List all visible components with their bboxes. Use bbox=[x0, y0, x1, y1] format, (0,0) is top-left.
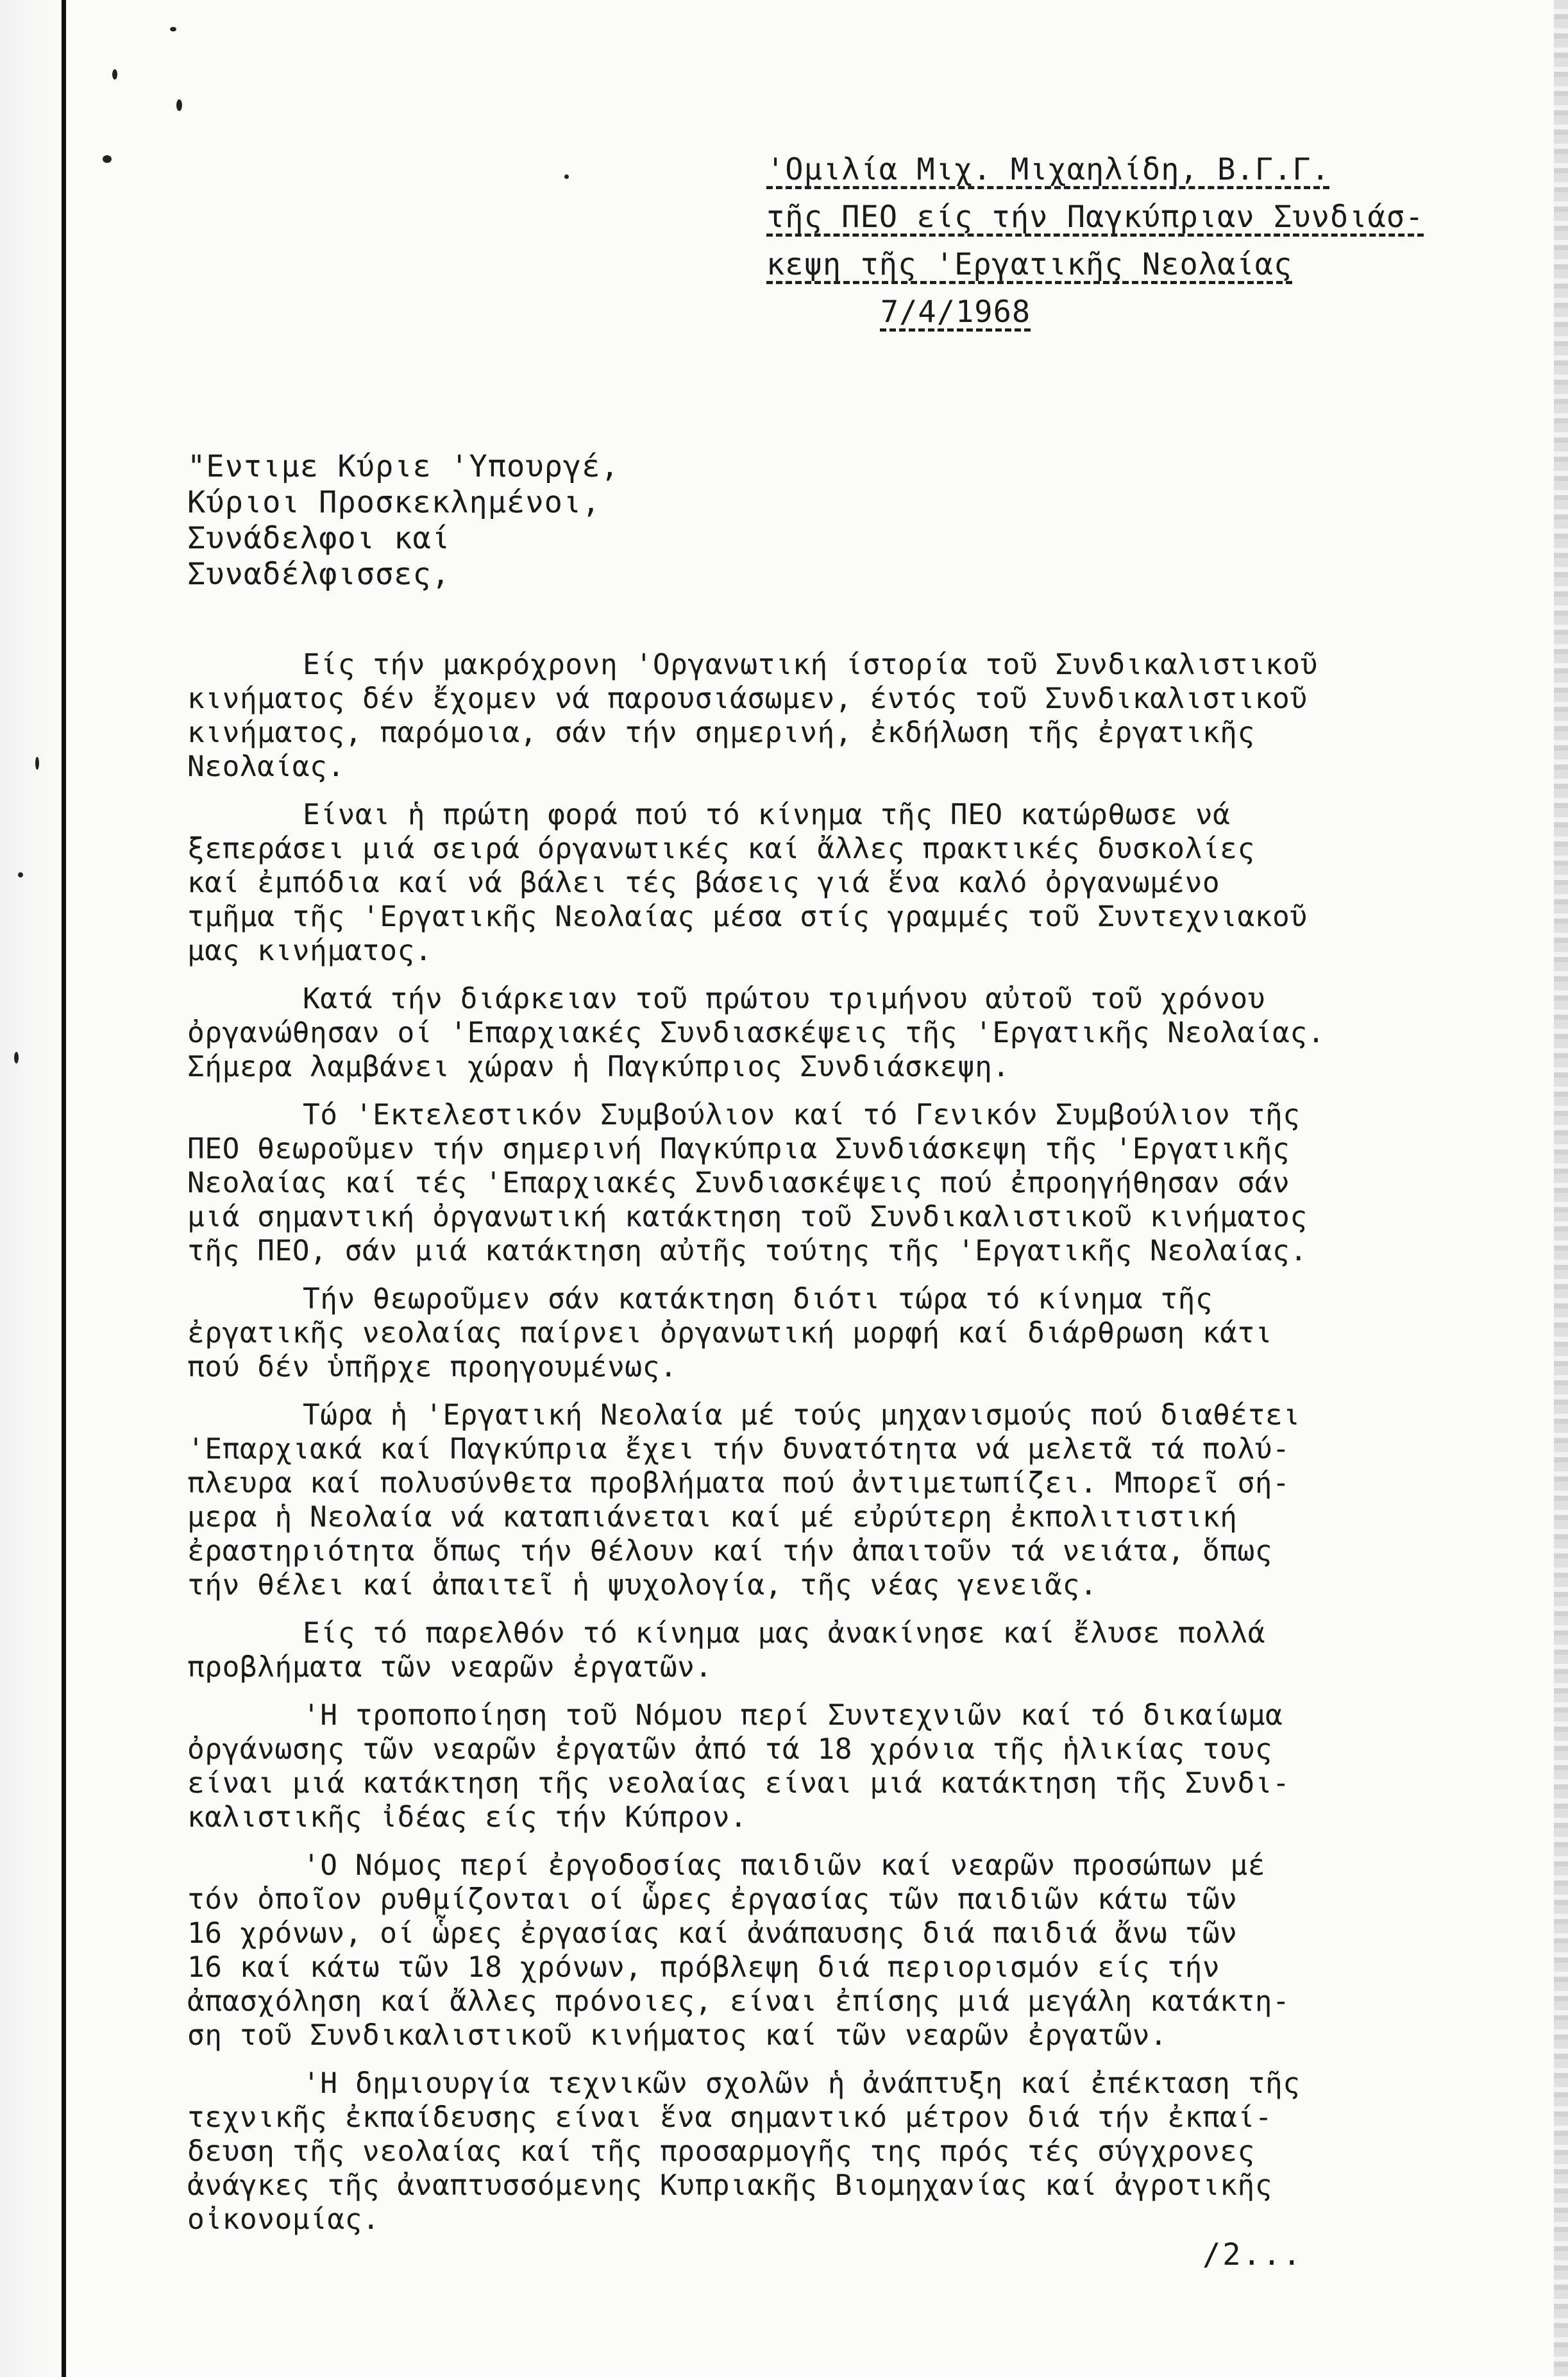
page-number: /2... bbox=[1202, 2237, 1303, 2272]
paragraph-line: ξεπεράσει μιά σειρά όργανωτικές καί ἄλλες πρακτικές δυσκολίες bbox=[187, 833, 1255, 865]
paragraph bbox=[187, 1848, 1470, 2052]
scan-speck bbox=[176, 99, 182, 111]
paragraph-line: 16 καί κάτω τῶν 18 χρόνων, πρόβλεψη διά περιορισμόν είς τήν bbox=[187, 1951, 1220, 1984]
paragraph-line: Τώρα ἡ 'Εργατική Νεολαία μέ τούς μηχανισμούς πού διαθέτει bbox=[303, 1399, 1301, 1432]
paragraph-line: Είς τό παρελθόν τό κίνημα μας ἀνακίνησε καί ἔλυσε πολλά bbox=[303, 1617, 1266, 1650]
paragraph-line: ὀργανώθησαν οί 'Επαρχιακές Συνδιασκέψεις τῆς 'Εργατικῆς Νεολαίας. bbox=[187, 1017, 1325, 1049]
paragraph-line: πού δέν ὑπῆρχε προηγουμένως. bbox=[187, 1351, 678, 1383]
paragraph bbox=[187, 2067, 1470, 2237]
scan-speck bbox=[112, 69, 117, 80]
speech-body bbox=[187, 648, 1470, 2251]
paragraph-line: Νεολαίας. bbox=[187, 750, 345, 783]
paragraph-line: τμῆμα τῆς 'Εργατικῆς Νεολαίας μέσα στίς γραμμές τοῦ Συντεχνιακοῦ bbox=[187, 901, 1308, 933]
scan-speck bbox=[18, 872, 23, 877]
paragraph-line: Σήμερα λαμβάνει χώραν ἡ Παγκύπριος Συνδιάσκεψη. bbox=[187, 1051, 1010, 1083]
paragraph bbox=[187, 798, 1470, 968]
paragraph-line: Είναι ἡ πρώτη φορά πού τό κίνημα τῆς ΠΕΟ κατώρθωσε νά bbox=[303, 799, 1231, 831]
paragraph-line: 'Ο Νόμος περί ἐργοδοσίας παιδιῶν καί νεαρῶν προσώπων μέ bbox=[303, 1849, 1266, 1882]
paragraph-line: ὀργάνωσης τῶν νεαρῶν ἐργατῶν ἀπό τά 18 χρόνια τῆς ἡλικίας τους bbox=[187, 1733, 1273, 1766]
paragraph-line: δευση τῆς νεολαίας καί τῆς προσαρμογῆς της πρός τές σύγχρονες bbox=[187, 2135, 1255, 2168]
paragraph-line: ΠΕΟ θεωροῦμεν τήν σημερινή Παγκύπρια Συνδιάσκεψη τῆς 'Εργατικῆς bbox=[187, 1133, 1290, 1165]
page-right-edge bbox=[1554, 0, 1568, 2377]
salutation bbox=[187, 449, 620, 593]
paragraph-line: μιά σημαντική ὀργανωτική κατάκτηση τοῦ Συνδικαλιστικοῦ κινήματος bbox=[187, 1201, 1308, 1233]
paragraph-line: τεχνικῆς ἐκπαίδευσης είναι ἕνα σημαντικό μέτρον διά τήν ἐκπαί- bbox=[187, 2101, 1273, 2134]
header-line: 'Ομιλία Μιχ. Μιχαηλίδη, Β.Γ.Γ. bbox=[766, 152, 1330, 187]
paragraph-line: καί ἐμπόδια καί νά βάλει τές βάσεις γιά ἕνα καλό ὀργανωμένο bbox=[187, 867, 1220, 899]
paragraph-line: ἐργατικῆς νεολαίας παίρνει ὀργανωτική μορφή καί διάρθρωση κάτι bbox=[187, 1317, 1273, 1349]
paragraph-line: μερα ἡ Νεολαία νά καταπιάνεται καί μέ εὐρύτερη ἐκπολιτιστική bbox=[187, 1501, 1238, 1534]
paragraph bbox=[187, 1398, 1470, 1602]
header-date: 7/4/1968 bbox=[880, 294, 1031, 330]
paragraph-line: 16 χρόνων, οί ὧρες ἐργασίας καί ἀνάπαυσης διά παιδιά ἄνω τῶν bbox=[187, 1917, 1238, 1950]
paragraph-line: ἀνάγκες τῆς ἀναπτυσσόμενης Κυπριακῆς Βιομηχανίας καί ἀγροτικῆς bbox=[187, 2169, 1273, 2202]
page-left-edge bbox=[62, 0, 66, 2377]
scan-speck bbox=[35, 757, 39, 770]
salutation-line: Συναδέλφισσες, bbox=[187, 557, 451, 592]
paragraph-line: Κατά τήν διάρκειαν τοῦ πρώτου τριμήνου αὐτοῦ τοῦ χρόνου bbox=[303, 983, 1266, 1015]
speech-header bbox=[766, 146, 1465, 336]
paragraph-line: 'Επαρχιακά καί Παγκύπρια ἔχει τήν δυνατότητα νά μελετᾶ τά πολύ- bbox=[187, 1433, 1290, 1466]
paragraph-line: τόν ὁποῖον ρυθμίζονται οί ὧρες ἐργασίας τῶν παιδιῶν κάτω τῶν bbox=[187, 1883, 1238, 1916]
paragraph-line: τήν θέλει καί ἀπαιτεῖ ἡ ψυχολογία, τῆς νέας γενειᾶς. bbox=[187, 1569, 1098, 1602]
salutation-line: "Εντιμε Κύριε 'Υπουργέ, bbox=[187, 449, 620, 484]
paragraph-line: Νεολαίας καί τές 'Επαρχιακές Συνδιασκέψεις πού ἐπροηγήθησαν σάν bbox=[187, 1167, 1290, 1199]
paragraph-line: ση τοῦ Συνδικαλιστικοῦ κινήματος καί τῶν νεαρῶν ἐργατῶν. bbox=[187, 2019, 1168, 2052]
paragraph bbox=[187, 1098, 1470, 1268]
salutation-line: Κύριοι Προσκεκλημένοι, bbox=[187, 485, 601, 520]
paragraph-line: 'Η τροποποίηση τοῦ Νόμου περί Συντεχνιῶν καί τό δικαίωμα bbox=[303, 1699, 1283, 1732]
salutation-line: Συνάδελφοι καί bbox=[187, 521, 451, 556]
paragraph-line: είναι μιά κατάκτηση τῆς νεολαίας είναι μιά κατάκτηση τῆς Συνδι- bbox=[187, 1767, 1290, 1800]
paragraph bbox=[187, 648, 1470, 784]
paragraph-line: οἰκονομίας. bbox=[187, 2203, 380, 2236]
paragraph-line: προβλήματα τῶν νεαρῶν ἐργατῶν. bbox=[187, 1651, 712, 1684]
page-left-margin bbox=[0, 0, 62, 2377]
paragraph-line: τῆς ΠΕΟ, σάν μιά κατάκτηση αὐτῆς τούτης τῆς 'Εργατικῆς Νεολαίας. bbox=[187, 1235, 1308, 1267]
paragraph bbox=[187, 1282, 1470, 1384]
header-line: κεψη τῆς 'Εργατικῆς Νεολαίας bbox=[766, 247, 1293, 282]
scan-speck bbox=[103, 155, 112, 163]
paragraph-line: Τήν θεωροῦμεν σάν κατάκτηση διότι τώρα τό κίνημα τῆς bbox=[303, 1283, 1213, 1315]
paragraph-line: 'Η δημιουργία τεχνικῶν σχολῶν ἡ ἀνάπτυξη καί ἐπέκταση τῆς bbox=[303, 2067, 1301, 2100]
scan-speck bbox=[564, 174, 569, 179]
paragraph-line: ἀπασχόληση καί ἄλλες πρόνοιες, είναι ἐπίσης μιά μεγάλη κατάκτη- bbox=[187, 1985, 1290, 2018]
paragraph bbox=[187, 1616, 1470, 1684]
paragraph-line: Είς τήν μακρόχρονη 'Οργανωτική ίστορία τοῦ Συνδικαλιστικοῦ bbox=[303, 648, 1318, 681]
paragraph-line: ἐραστηριότητα ὅπως τήν θέλουν καί τήν ἀπαιτοῦν τά νειάτα, ὅπως bbox=[187, 1535, 1273, 1568]
paragraph-line: κινήματος, παρόμοια, σάν τήν σημερινή, ἐκδήλωση τῆς ἐργατικῆς bbox=[187, 716, 1255, 749]
paragraph bbox=[187, 982, 1470, 1084]
header-line: τῆς ΠΕΟ είς τήν Παγκύπριαν Συνδιάσ- bbox=[766, 199, 1424, 235]
paragraph-line: πλευρα καί πολυσύνθετα προβλήματα πού ἀντιμετωπίζει. Μπορεῖ σή- bbox=[187, 1467, 1290, 1500]
paragraph-line: Τό 'Εκτελεστικόν Συμβούλιον καί τό Γενικόν Συμβούλιον τῆς bbox=[303, 1099, 1301, 1131]
paragraph-line: καλιστικῆς ἰδέας είς τήν Κύπρον. bbox=[187, 1801, 748, 1834]
scan-speck bbox=[170, 27, 176, 31]
paragraph-line: μας κινήματος. bbox=[187, 935, 433, 967]
paragraph-line: κινήματος δέν ἔχομεν νά παρουσιάσωμεν, έντός τοῦ Συνδικαλιστικοῦ bbox=[187, 682, 1308, 715]
paragraph bbox=[187, 1698, 1470, 1834]
scan-speck bbox=[14, 1052, 19, 1063]
